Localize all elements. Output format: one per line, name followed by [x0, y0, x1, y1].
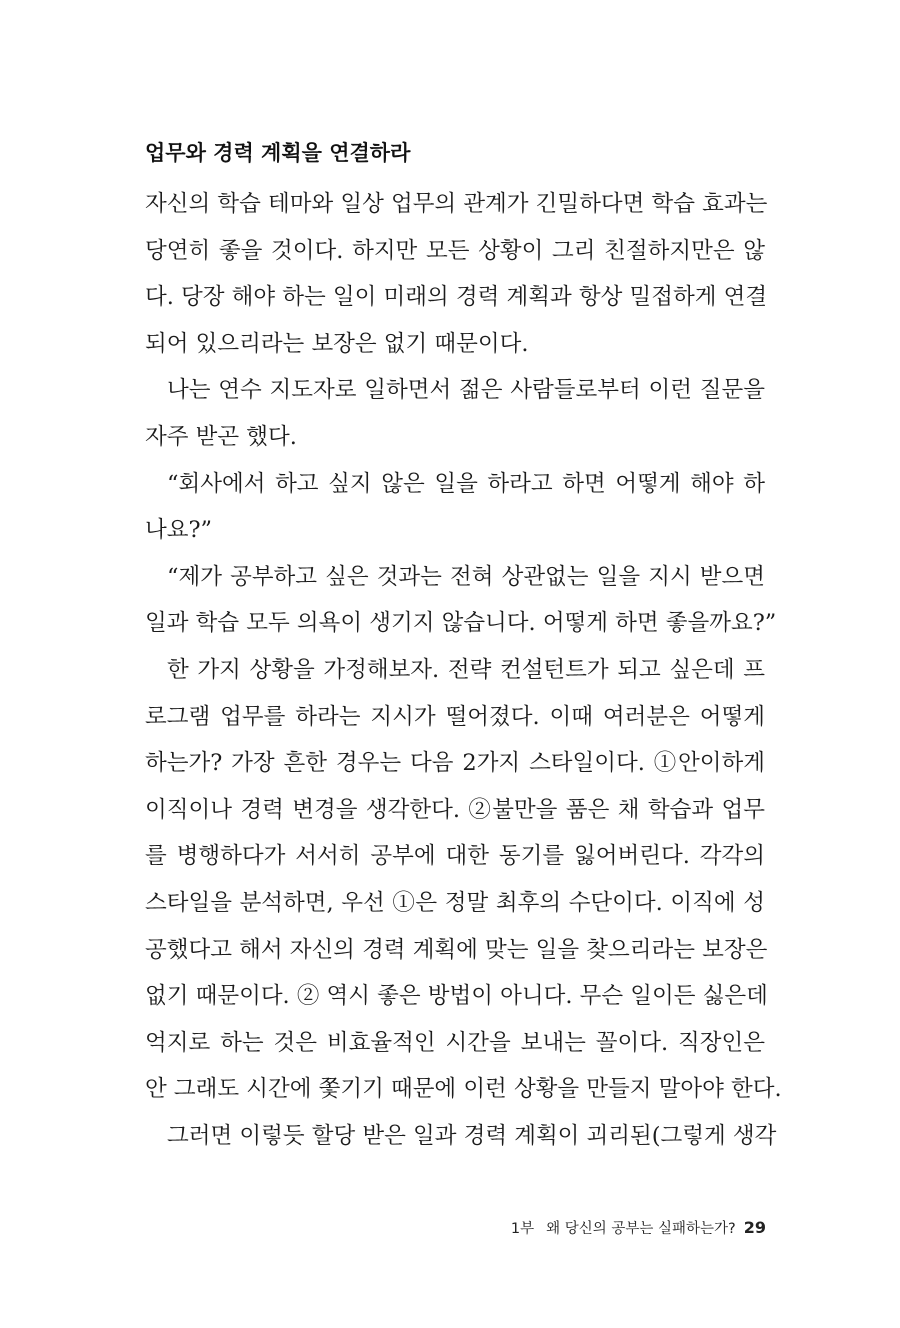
text-line: 다. 당장 해야 하는 일이 미래의 경력 계획과 항상 밀접하게 연결: [145, 284, 768, 311]
page-number: 29: [743, 1218, 766, 1237]
text-line: 일과 학습 모두 의욕이 생기지 않습니다. 어떻게 하면 좋을까요?”: [145, 610, 777, 637]
text-line: 자신의 학습 테마와 일상 업무의 관계가 긴밀하다면 학습 효과는: [145, 191, 768, 217]
section-heading: 업무와 경력 계획을 연결하라: [145, 141, 411, 165]
text-line: 그러면 이렇듯 할당 받은 일과 경력 계획이 괴리된(그렇게 생각: [167, 1122, 777, 1149]
page-footer: [511, 1216, 766, 1241]
text-line: 자주 받곤 했다.: [145, 423, 297, 450]
text-line: 하는가? 가장 흔한 경우는 다음 2가지 스타일이다. ①안이하게: [145, 750, 765, 777]
text-line: 를 병행하다가 서서히 공부에 대한 동기를 잃어버린다. 각각의: [145, 843, 765, 870]
text-line: 나요?”: [145, 517, 213, 544]
footer-part-label: 1부: [510, 1221, 535, 1237]
text-line: 이직이나 경력 변경을 생각한다. ②불만을 품은 채 학습과 업무: [145, 796, 765, 823]
body-text: [145, 181, 782, 1159]
footer-chapter-title: 왜 당신의 공부는 실패하는가?: [546, 1221, 736, 1237]
text-line: 되어 있으리라는 보장은 없기 때문이다.: [145, 330, 529, 357]
text-line: 당연히 좋을 것이다. 하지만 모든 상황이 그리 친절하지만은 않: [145, 237, 765, 264]
text-line: 안 그래도 시간에 쫓기기 때문에 이런 상황을 만들지 말아야 한다.: [145, 1076, 782, 1103]
text-line: “제가 공부하고 싶은 것과는 전혀 상관없는 일을 지시 받으면: [167, 563, 765, 590]
text-line: 한 가지 상황을 가정해보자. 전략 컨설턴트가 되고 싶은데 프: [167, 656, 765, 683]
text-line: 로그램 업무를 하라는 지시가 떨어졌다. 이때 여러분은 어떻게: [145, 703, 765, 730]
text-line: 스타일을 분석하면, 우선 ①은 정말 최후의 수단이다. 이직에 성: [145, 889, 765, 916]
text-line: 없기 때문이다. ② 역시 좋은 방법이 아니다. 무슨 일이든 싫은데: [145, 983, 768, 1010]
text-line: 나는 연수 지도자로 일하면서 젊은 사람들로부터 이런 질문을: [167, 377, 765, 404]
text-line: “회사에서 하고 싶지 않은 일을 하라고 하면 어떻게 해야 하: [167, 470, 765, 497]
text-line: 공했다고 해서 자신의 경력 계획에 맞는 일을 찾으리라는 보장은: [145, 936, 768, 963]
text-line: 억지로 하는 것은 비효율적인 시간을 보내는 꼴이다. 직장인은: [145, 1029, 765, 1056]
